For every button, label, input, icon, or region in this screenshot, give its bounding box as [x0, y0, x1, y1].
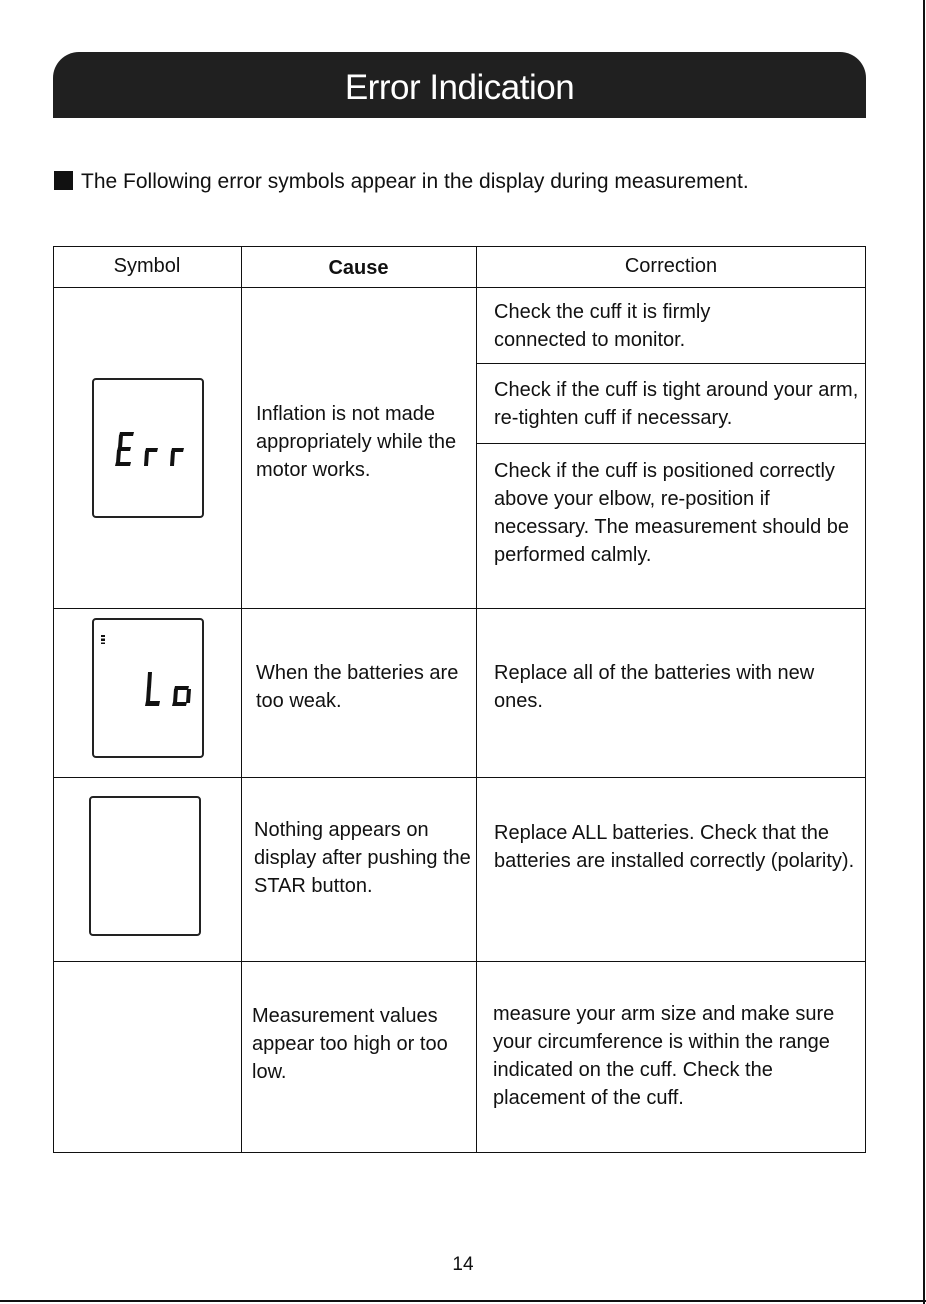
- table-rule-row1: [53, 608, 866, 609]
- intro-text: The Following error symbols appear in the display during measurement.: [81, 170, 749, 193]
- lcd-display-err: [92, 378, 204, 518]
- table-rule-col2: [476, 246, 477, 1153]
- correction-values: measure your arm size and make sure your circumference is within the range indicated on the cuff. Check the placement of the cuff.: [493, 1003, 835, 1109]
- correction-err-2: Check if the cuff is tight around your arm, re-tighten cuff if necessary.: [494, 379, 859, 429]
- correction-subrule-2: [476, 443, 866, 444]
- table-rule-header: [53, 287, 866, 288]
- cause-lo: When the batteries are too weak.: [256, 662, 459, 712]
- table-rule-right: [865, 246, 866, 1153]
- section-title: Error Indication: [344, 68, 575, 107]
- table-rule-row3: [53, 961, 866, 962]
- symbol-text-err: [94, 380, 95, 381]
- lcd-display-lo: [92, 618, 204, 758]
- cause-blank: Nothing appears on display after pushing the STAR button.: [254, 819, 471, 897]
- table-rule-row2: [53, 777, 866, 778]
- cause-values: Measurement values appear too high or too low.: [252, 1005, 448, 1083]
- correction-err-3: Check if the cuff is positioned correctly above your elbow, re-position if necessary. The measurement should be performed calmly.: [494, 460, 850, 566]
- table-rule-left: [53, 246, 54, 1153]
- header-symbol: Symbol: [113, 255, 181, 277]
- table-rule-top: [53, 246, 866, 247]
- err-segment-icon: [94, 380, 202, 516]
- header-cause: Cause: [328, 257, 389, 279]
- lo-segment-icon: [94, 620, 202, 756]
- table-rule-bottom: [53, 1152, 866, 1153]
- correction-subrule-1: [476, 363, 866, 364]
- symbol-text-lo: [94, 620, 95, 621]
- cause-err: Inflation is not made appropriately while the motor works.: [256, 403, 457, 481]
- header-correction: Correction: [624, 255, 718, 277]
- page-number: 14: [452, 1254, 474, 1275]
- correction-err-1: Check the cuff it is firmly connected to monitor.: [494, 301, 711, 351]
- lcd-display-blank: [89, 796, 201, 936]
- table-rule-col1: [241, 246, 242, 1153]
- correction-blank: Replace ALL batteries. Check that the batteries are installed correctly (polarity).: [494, 822, 855, 872]
- correction-lo: Replace all of the batteries with new ones.: [494, 662, 815, 712]
